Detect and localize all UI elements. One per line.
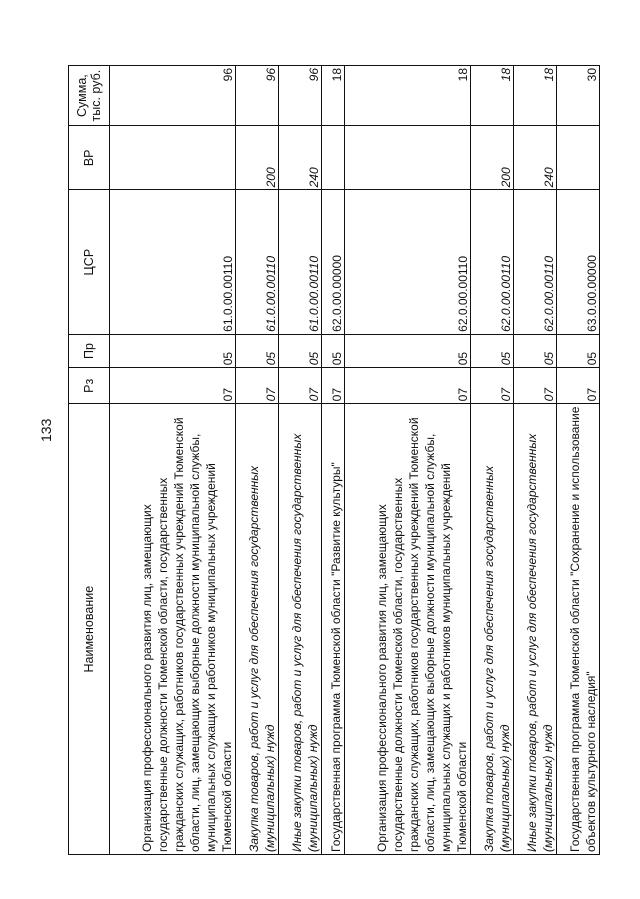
row-name: Организация профессионального развития лиц, замещающих государственные должности Тюменской области, государственных гражданских служащих, работников государственных учреждений Тюменской области, лиц, замещающих выборные должности муниципальной службы, муниципальных служащих и работников муниципальных учреждений Тюменской области [344,404,470,855]
row-sum: 96 [279,66,322,126]
row-pr: 05 [514,334,557,367]
row-pr: 05 [344,334,470,367]
row-rz: 07 [471,368,514,404]
row-name: Закупка товаров, работ и услуг для обеспечения государственных (муниципальных) нужд [236,404,279,855]
row-rz: 07 [514,368,557,404]
row-csr: 62.0.00.00110 [471,190,514,334]
row-csr: 61.0.00.00110 [110,190,236,334]
row-name: Иные закупки товаров, работ и услуг для обеспечения государственных (муниципальных) нужд [279,404,322,855]
header-sum: Сумма, тыс. руб. [69,66,110,126]
row-sum: 18 [322,66,345,126]
header-vr: ВР [69,126,110,190]
row-vr [557,126,600,190]
row-sum: 96 [110,66,236,126]
header-name: Наименование [69,404,110,855]
row-rz: 07 [110,368,236,404]
row-csr: 61.0.00.00110 [236,190,279,334]
budget-table [68,65,600,855]
row-rz: 07 [279,368,322,404]
row-vr [110,126,236,190]
table-row [514,66,557,855]
row-name: Государственная программа Тюменской области "Сохранение и использование объектов культурного наследия" [557,404,600,855]
table-row [344,66,470,855]
row-sum: 18 [344,66,470,126]
rotated-table-container [68,65,600,855]
table-row [557,66,600,855]
row-pr: 05 [557,334,600,367]
table-header-row [69,66,110,855]
header-csr: ЦСР [69,190,110,334]
table-row [471,66,514,855]
row-rz: 07 [344,368,470,404]
row-sum: 18 [514,66,557,126]
row-csr: 62.0.00.00110 [514,190,557,334]
row-sum: 30 [557,66,600,126]
row-csr: 61.0.00.00110 [279,190,322,334]
row-csr: 63.0.00.00000 [557,190,600,334]
table-row [322,66,345,855]
row-name: Закупка товаров, работ и услуг для обеспечения государственных (муниципальных) нужд [471,404,514,855]
row-vr: 200 [236,126,279,190]
table-row [279,66,322,855]
page-number: 133 [38,418,54,442]
row-pr: 05 [322,334,345,367]
row-vr: 200 [471,126,514,190]
row-rz: 07 [322,368,345,404]
header-pr: Пр [69,334,110,367]
row-rz: 07 [557,368,600,404]
row-pr: 05 [279,334,322,367]
row-csr: 62.0.00.00110 [344,190,470,334]
row-rz: 07 [236,368,279,404]
row-pr: 05 [236,334,279,367]
row-vr [322,126,345,190]
row-sum: 96 [236,66,279,126]
row-csr: 62.0.00.00000 [322,190,345,334]
row-name: Государственная программа Тюменской области "Развитие культуры" [322,404,345,855]
row-pr: 05 [471,334,514,367]
row-name: Иные закупки товаров, работ и услуг для обеспечения государственных (муниципальных) нужд [514,404,557,855]
row-name: Организация профессионального развития лиц, замещающих государственные должности Тюменской области, государственных гражданских служащих, работников государственных учреждений Тюменской области, лиц, замещающих выборные должности муниципальной службы, муниципальных служащих и работников муниципальных учреждений Тюменской области [110,404,236,855]
header-rz: Рз [69,368,110,404]
row-vr: 240 [514,126,557,190]
row-sum: 18 [471,66,514,126]
row-pr: 05 [110,334,236,367]
row-vr: 240 [279,126,322,190]
row-vr [344,126,470,190]
table-row [236,66,279,855]
table-row [110,66,236,855]
